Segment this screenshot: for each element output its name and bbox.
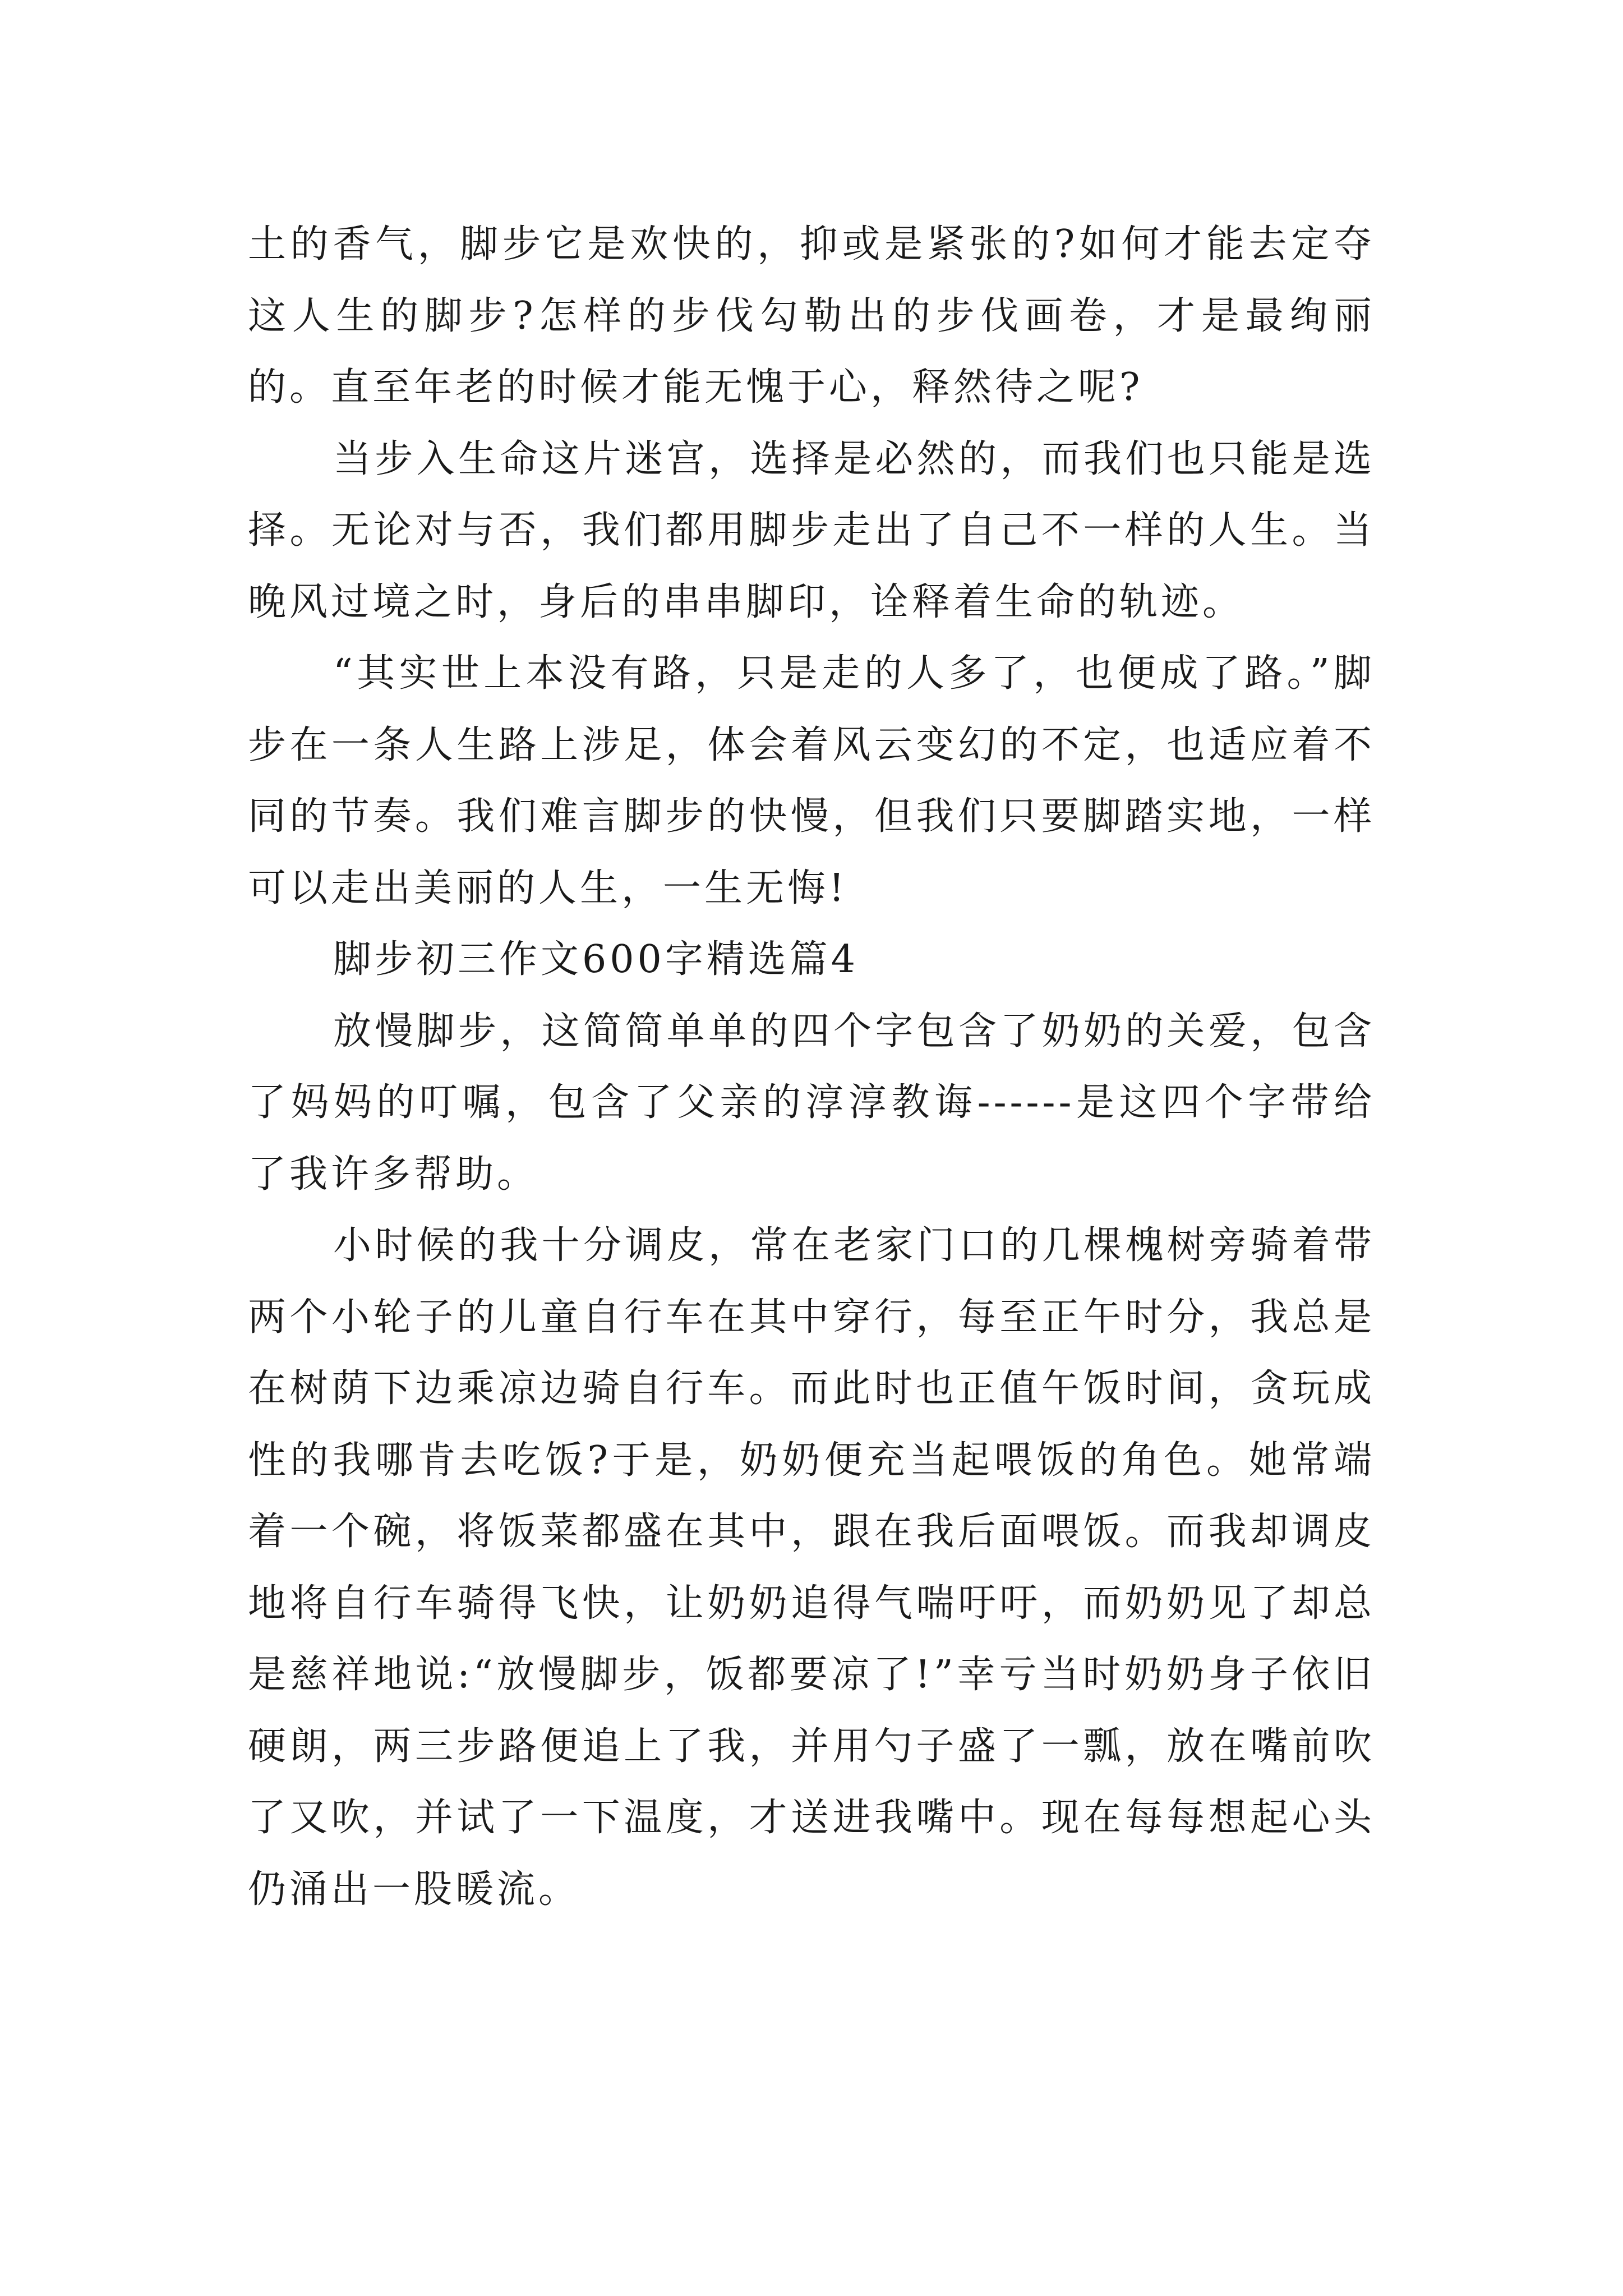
paragraph-continuation: 土的香气，脚步它是欢快的，抑或是紧张的?如何才能去定夺这人生的脚步?怎样的步伐勾勒出的步伐画卷，才是最绚丽的。直至年老的时候才能无愧于心，释然待之呢?	[248, 222, 1375, 409]
paragraph-childhood-memory: 小时候的我十分调皮，常在老家门口的几棵槐树旁骑着带两个小轮子的儿童自行车在其中穿行，每至正午时分，我总是在树荫下边乘凉边骑自行车。而此时也正值午饭时间，贪玩成性的我哪肯去吃饭?于是，奶奶便充当起喂饭的角色。她常端着一个碗，将饭菜都盛在其中，跟在我后面喂饭。而我却调皮地将自行车骑得飞快，让奶奶追得气喘吁吁，而奶奶见了却总是慈祥地说:“放慢脚步，饭都要凉了!”幸亏当时奶奶身子依旧硬朗，两三步路便追上了我，并用勺子盛了一瓢，放在嘴前吹了又吹，并试了一下温度，才送进我嘴中。现在每每想起心头仍涌出一股暖流。	[248, 1223, 1375, 1912]
section-heading: 脚步初三作文600字精选篇4	[333, 937, 859, 982]
paragraph-maze-of-life: 当步入生命这片迷宫，选择是必然的，而我们也只能是选择。无论对与否，我们都用脚步走出了自己不一样的人生。当晚风过境之时，身后的串串脚印，诠释着生命的轨迹。	[248, 436, 1375, 624]
paragraph-road-quote: “其实世上本没有路，只是走的人多了，也便成了路。”脚步在一条人生路上涉足，体会着风云变幻的不定，也适应着不同的节奏。我们难言脚步的快慢，但我们只要脚踏实地，一样可以走出美丽的人生，一生无悔!	[248, 651, 1375, 910]
document-body	[248, 209, 1375, 1925]
paragraph-slow-down: 放慢脚步，这简简单单的四个字包含了奶奶的关爱，包含了妈妈的叮嘱，包含了父亲的淳淳教诲------是这四个字带给了我许多帮助。	[248, 1009, 1375, 1197]
